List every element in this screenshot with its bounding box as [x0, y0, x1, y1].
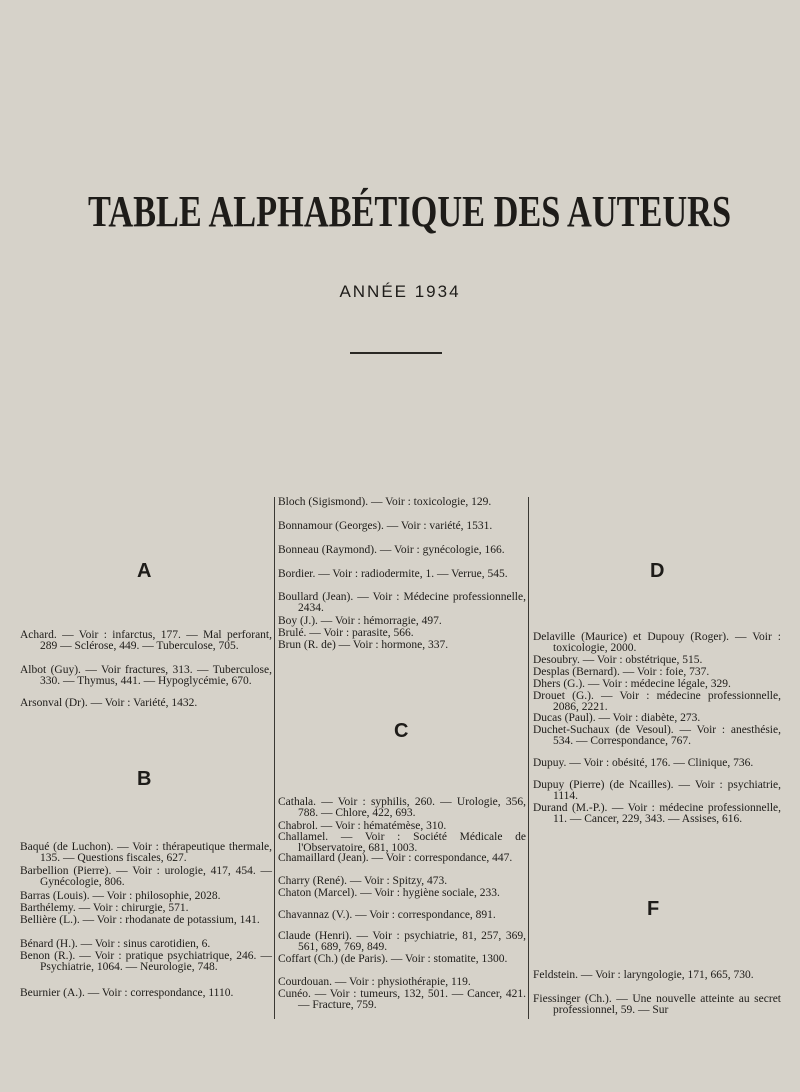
section-letter-a: A — [137, 560, 152, 582]
section-letter-c: C — [394, 720, 409, 742]
entry-bloch: Bloch (Sigismond). — Voir : toxicologie, 129. — [278, 496, 492, 508]
entry-delaville: Delaville (Maurice) et Dupouy (Roger). — Voir : toxicologie, 2000. — [533, 631, 781, 655]
entry-bonneau: Bonneau (Raymond). — Voir : gynécologie, 166. — [278, 544, 505, 556]
entry-dupuy-pierre: Dupuy (Pierre) (de Ncailles). — Voir : psychiatrie, 1114. — [533, 779, 781, 803]
entry-achard: Achard. — Voir : infarctus, 177. — Mal perforant, 289 — Sclérose, 449. — Tuberculose, 705. — [20, 629, 272, 653]
entry-dupuy: Dupuy. — Voir : obésité, 176. — Clinique, 736. — [533, 757, 754, 769]
entry-charry: Charry (René). — Voir : Spitzy, 473. — [278, 875, 448, 887]
entry-desplas: Desplas (Bernard). — Voir : foie, 737. — [533, 666, 710, 678]
entry-bordier: Bordier. — Voir : radiodermite, 1. — Verrue, 545. — [278, 568, 508, 580]
entry-boy: Boy (J.). — Voir : hémorragie, 497. — [278, 615, 442, 627]
entry-ducas: Ducas (Paul). — Voir : diabète, 273. — [533, 712, 701, 724]
entry-brule: Brulé. — Voir : parasite, 566. — [278, 627, 414, 639]
entry-arsonval: Arsonval (Dr). — Voir : Variété, 1432. — [20, 697, 198, 709]
section-letter-b: B — [137, 768, 152, 790]
entry-courdouan: Courdouan. — Voir : physiothérapie, 119. — [278, 976, 471, 988]
entry-belliere: Bellière (L.). — Voir : rhodanate de potassium, 141. — [20, 914, 260, 926]
page-title: TABLE ALPHABÉTIQUE DES AUTEURS — [88, 187, 732, 236]
entry-drouet: Drouet (G.). — Voir : médecine professionnelle, 2086, 2221. — [533, 690, 781, 714]
entry-benard: Bénard (H.). — Voir : sinus carotidien, 6. — [20, 938, 211, 950]
column-divider-right — [528, 497, 529, 1019]
section-letter-d: D — [650, 560, 665, 582]
entry-chaton: Chaton (Marcel). — Voir : hygiène sociale, 233. — [278, 887, 500, 899]
decorative-rule — [350, 352, 442, 354]
entry-claude: Claude (Henri). — Voir : psychiatrie, 81, 257, 369, 561, 689, 769, 849. — [278, 930, 526, 954]
entry-cuneo: Cunéo. — Voir : tumeurs, 132, 501. — Cancer, 421. — Fracture, 759. — [278, 988, 526, 1012]
entry-coffart: Coffart (Ch.) (de Paris). — Voir : stomatite, 1300. — [278, 953, 508, 965]
entry-durand: Durand (M.-P.). — Voir : médecine professionnelle, 11. — Cancer, 229, 343. — Assises, 616. — [533, 802, 781, 826]
entry-duchet: Duchet-Suchaux (de Vesoul). — Voir : anesthésie, 534. — Correspondance, 767. — [533, 724, 781, 748]
entry-desoubry: Desoubry. — Voir : obstétrique, 515. — [533, 654, 703, 666]
entry-beurnier: Beurnier (A.). — Voir : correspondance, 1110. — [20, 987, 234, 999]
entry-baque: Baqué (de Luchon). — Voir : thérapeutique thermale, 135. — Questions fiscales, 627. — [20, 841, 272, 865]
entry-chavannaz: Chavannaz (V.). — Voir : correspondance, 891. — [278, 909, 496, 921]
entry-cathala: Cathala. — Voir : syphilis, 260. — Urologie, 356, 788. — Chlore, 422, 693. — [278, 796, 526, 820]
entry-chamaillard: Chamaillard (Jean). — Voir : correspondance, 447. — [278, 852, 513, 864]
entry-barthelemy: Barthélemy. — Voir : chirurgie, 571. — [20, 902, 189, 914]
entry-bonnamour: Bonnamour (Georges). — Voir : variété, 1531. — [278, 520, 493, 532]
entry-benon: Benon (R.). — Voir : pratique psychiatrique, 246. — Psychiatrie, 1064. — Neurologie, 748. — [20, 950, 272, 974]
entry-fiessinger: Fiessinger (Ch.). — Une nouvelle atteinte au secret professionnel, 59. — Sur — [533, 993, 781, 1017]
entry-feldstein: Feldstein. — Voir : laryngologie, 171, 665, 730. — [533, 969, 754, 981]
entry-brun: Brun (R. de) — Voir : hormone, 337. — [278, 639, 449, 651]
entry-challamel: Challamel. — Voir : Société Médicale de l'Observatoire, 681, 1003. — [278, 831, 526, 855]
page-subtitle: ANNÉE 1934 — [339, 282, 461, 301]
entry-chabrol: Chabrol. — Voir : hématémèse, 310. — [278, 820, 447, 832]
entry-barras: Barras (Louis). — Voir : philosophie, 2028. — [20, 890, 221, 902]
entry-boullard: Boullard (Jean). — Voir : Médecine professionnelle, 2434. — [278, 591, 526, 615]
entry-barbellion: Barbellion (Pierre). — Voir : urologie, 417, 454. — Gynécologie, 806. — [20, 865, 272, 889]
section-letter-f: F — [647, 898, 660, 920]
column-divider-left — [274, 497, 275, 1019]
entry-dhers: Dhers (G.). — Voir : médecine légale, 329. — [533, 678, 731, 690]
entry-albot: Albot (Guy). — Voir fractures, 313. — Tuberculose, 330. — Thymus, 441. — Hypoglycémie, 670. — [20, 664, 272, 688]
